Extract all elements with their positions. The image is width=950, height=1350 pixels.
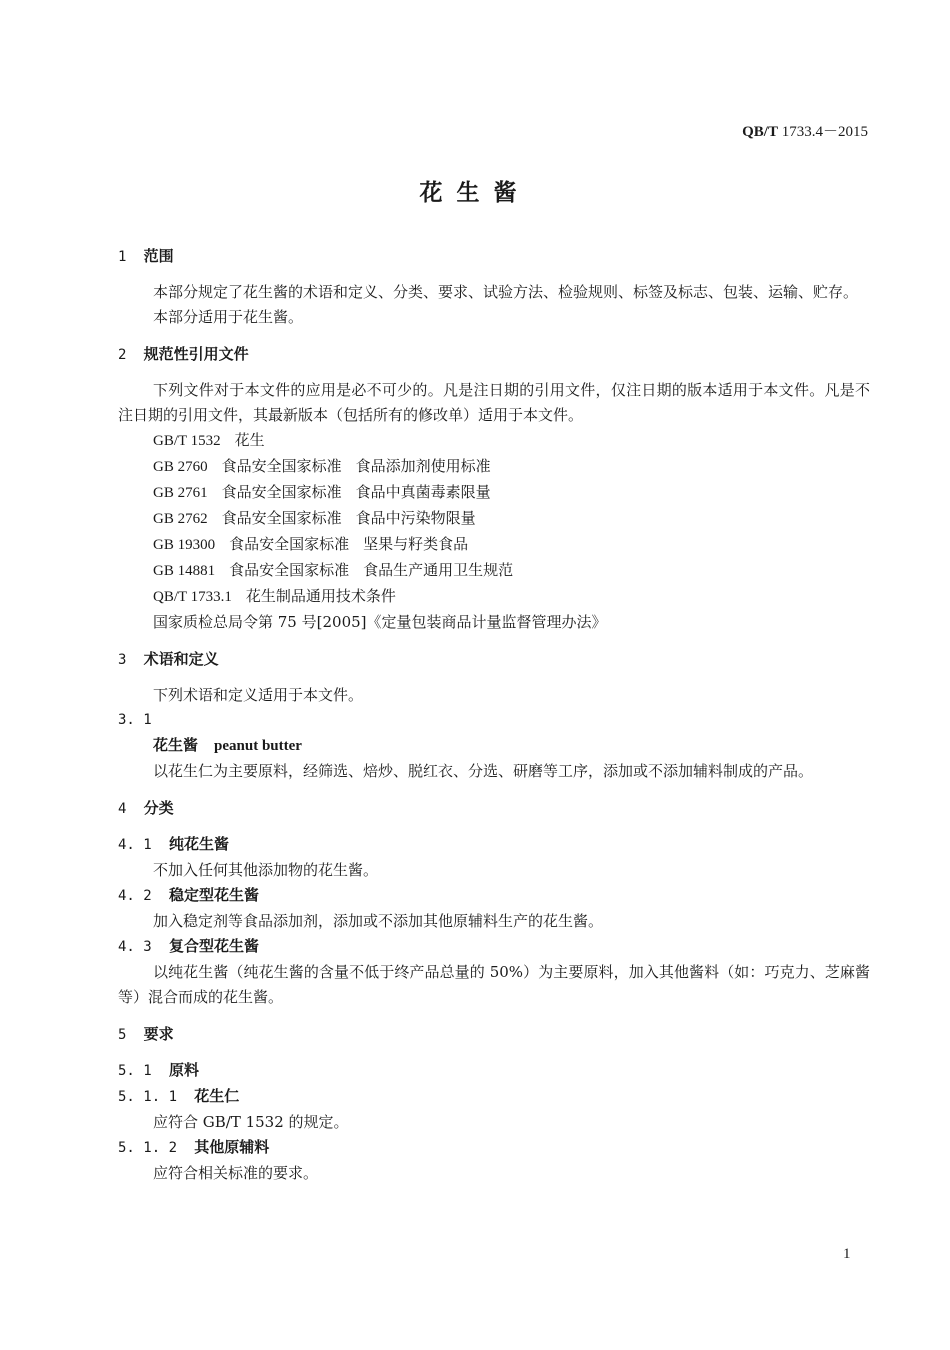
standard-code: 1733.4－2015 — [781, 124, 868, 140]
section-heading-2 — [118, 342, 870, 368]
reference-title: 花生 — [234, 431, 265, 449]
section-number: 1 — [118, 249, 127, 265]
section-title: 术语和定义 — [143, 650, 219, 668]
page-number: 1 — [843, 1246, 851, 1262]
reference-code: GB/T 1532 — [153, 433, 221, 449]
paragraph: 下列术语和定义适用于本文件。 — [153, 686, 364, 704]
reference-item — [118, 454, 870, 480]
reference-item — [118, 558, 870, 584]
subsection-heading — [118, 1058, 870, 1084]
section-heading-3 — [118, 647, 870, 673]
term-entry — [118, 733, 870, 759]
section-number: 2 — [118, 347, 127, 363]
reference-title: 食品安全国家标准 — [221, 457, 342, 475]
subsection-heading — [118, 1084, 870, 1110]
document-body — [118, 244, 870, 1186]
subsection-title: 原料 — [168, 1061, 199, 1079]
reference-title: 食品安全国家标准 — [221, 483, 342, 501]
reference-item — [118, 428, 870, 454]
section-title: 分类 — [143, 799, 174, 817]
term-number: 3. 1 — [118, 712, 152, 728]
reference-code: GB 2760 — [153, 459, 208, 475]
paragraph: 应符合相关标准的要求。 — [153, 1164, 319, 1182]
subsection-number: 5. 1 — [118, 1063, 152, 1079]
subsection-number: 4. 3 — [118, 939, 152, 955]
subsection-number: 5. 1. 1 — [118, 1089, 178, 1105]
reference-subtitle: 食品生产通用卫生规范 — [363, 561, 514, 579]
term-definition: 以花生仁为主要原料，经筛选、焙炒、脱红衣、分选、研磨等工序，添加或不添加辅料制成的产品。 — [153, 762, 814, 780]
section-number: 4 — [118, 801, 127, 817]
standard-prefix: QB/T — [742, 124, 778, 140]
section-number: 3 — [118, 652, 127, 668]
paragraph: 以纯花生酱（纯花生酱的含量不低于终产品总量的 50%）为主要原料，加入其他酱料（如：巧克力、芝麻酱等）混合而成的花生酱。 — [118, 963, 870, 1006]
subsection-title: 复合型花生酱 — [168, 937, 259, 955]
reference-item — [118, 584, 870, 610]
term-chinese: 花生酱 — [153, 736, 199, 754]
reference-code: GB 2762 — [153, 511, 208, 527]
reference-title: 食品安全国家标准 — [229, 535, 350, 553]
reference-item — [118, 506, 870, 532]
reference-code: GB 2761 — [153, 485, 208, 501]
section-title: 规范性引用文件 — [143, 345, 249, 363]
section-title: 范围 — [143, 247, 174, 265]
reference-subtitle: 食品中真菌毒素限量 — [355, 483, 491, 501]
subsection-title: 其他原辅料 — [194, 1138, 270, 1156]
subsection-heading — [118, 934, 870, 960]
paragraph: 本部分规定了花生酱的术语和定义、分类、要求、试验方法、检验规则、标签及标志、包装、运输、贮存。 — [153, 283, 859, 301]
paragraph: 下列文件对于本文件的应用是必不可少的。凡是注日期的引用文件，仅注日期的版本适用于本文件。凡是不注日期的引用文件，其最新版本（包括所有的修改单）适用于本文件。 — [118, 381, 870, 424]
standard-number — [742, 120, 868, 141]
section-number: 5 — [118, 1027, 127, 1043]
reference-item: 国家质检总局令第 75 号[2005]《定量包装商品计量监督管理办法》 — [153, 613, 607, 631]
reference-subtitle: 坚果与籽类食品 — [363, 535, 469, 553]
reference-title: 食品安全国家标准 — [229, 561, 350, 579]
reference-title: 食品安全国家标准 — [221, 509, 342, 527]
paragraph: 本部分适用于花生酱。 — [153, 308, 304, 326]
subsection-number: 4. 2 — [118, 888, 152, 904]
subsection-heading — [118, 1135, 870, 1161]
subsection-heading — [118, 883, 870, 909]
section-heading-4 — [118, 796, 870, 822]
subsection-number: 5. 1. 2 — [118, 1140, 178, 1156]
reference-subtitle: 食品添加剂使用标准 — [355, 457, 491, 475]
section-title: 要求 — [143, 1025, 174, 1043]
document-title: 花生酱 — [419, 180, 531, 206]
section-heading-1 — [118, 244, 870, 270]
reference-item — [118, 532, 870, 558]
paragraph: 加入稳定剂等食品添加剂，添加或不添加其他原辅料生产的花生酱。 — [153, 912, 604, 930]
reference-item — [118, 480, 870, 506]
reference-subtitle: 食品中污染物限量 — [355, 509, 476, 527]
reference-code: QB/T 1733.1 — [153, 589, 232, 605]
subsection-title: 稳定型花生酱 — [168, 886, 259, 904]
subsection-number: 4. 1 — [118, 837, 152, 853]
subsection-title: 花生仁 — [194, 1087, 240, 1105]
subsection-title: 纯花生酱 — [168, 835, 229, 853]
reference-code: GB 19300 — [153, 537, 216, 553]
paragraph: 应符合 GB/T 1532 的规定。 — [153, 1113, 349, 1131]
paragraph: 不加入任何其他添加物的花生酱。 — [153, 861, 379, 879]
section-heading-5 — [118, 1022, 870, 1048]
subsection-heading — [118, 832, 870, 858]
reference-title: 花生制品通用技术条件 — [245, 587, 396, 605]
term-english: peanut butter — [214, 738, 302, 754]
reference-code: GB 14881 — [153, 563, 216, 579]
